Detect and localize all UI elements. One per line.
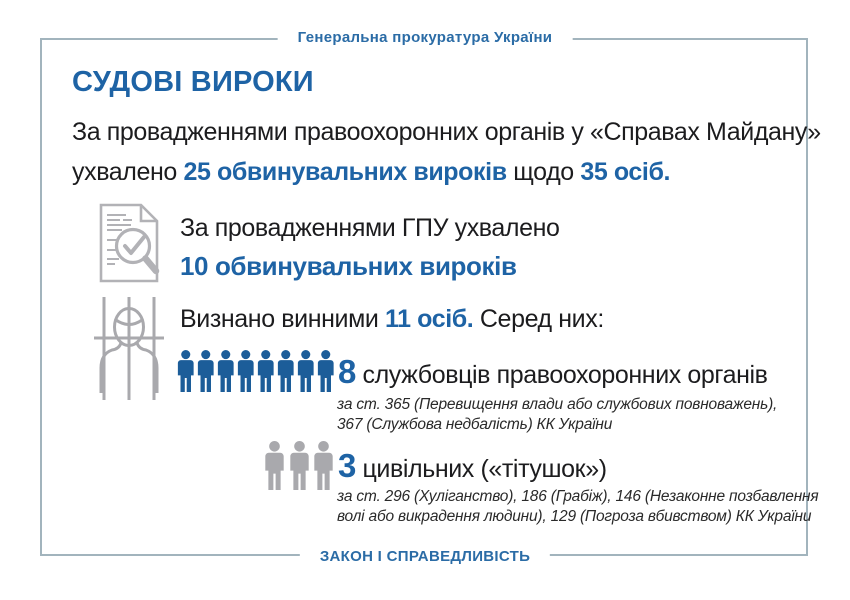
civilians-count: 3 <box>338 447 356 484</box>
person-icon <box>277 348 295 394</box>
person-icon <box>317 348 335 394</box>
officers-count: 8 <box>338 353 356 390</box>
gpu-block <box>180 209 560 285</box>
page-title: СУДОВІ ВИРОКИ <box>72 66 314 98</box>
civilians-legal-note: за ст. 296 (Хуліганство), 186 (Грабіж), 146 (Незаконне позбавлення волі або викрадення людини), 129 (Погроза вбивством) КК України <box>337 488 819 525</box>
gpu-verdicts-count: 10 обвинувальних вироків <box>180 251 517 281</box>
verdicts-count: 25 обвинувальних вироків <box>183 158 507 186</box>
person-icon <box>313 441 334 490</box>
persons-count: 35 осіб. <box>580 158 671 186</box>
guilty-line: Визнано винними 11 осіб. Серед них: <box>180 305 604 333</box>
header-organization-label: Генеральна прокуратура України <box>278 27 573 49</box>
person-icon <box>289 441 310 490</box>
person-icon <box>237 348 255 394</box>
person-icon <box>197 348 215 394</box>
document-magnifier-check-icon <box>86 201 170 290</box>
guilty-count: 11 осіб. <box>385 305 474 333</box>
gpu-line-1: За провадженнями ГПУ ухвалено <box>180 214 560 242</box>
intro-line-2: ухвалено 25 обвинувальних вироків щодо 35 осіб. <box>72 158 671 186</box>
intro-line-1: За провадженнями правоохоронних органів у «Справах Майдану» <box>72 118 821 146</box>
civilians-heading: 3 цивільних («тітушок») <box>338 447 607 484</box>
person-icon <box>177 348 195 394</box>
prisoner-behind-bars-icon <box>92 296 166 407</box>
officers-legal-note: за ст. 365 (Перевищення влади або службових повноважень), 367 (Службова недбалість) КК України <box>337 396 778 433</box>
person-icon <box>217 348 235 394</box>
footer-motto-label: ЗАКОН І СПРАВЕДЛИВІСТЬ <box>300 546 550 568</box>
person-icon <box>257 348 275 394</box>
intro-paragraph <box>72 112 821 192</box>
civilians-pictogram-row <box>176 441 334 490</box>
person-icon <box>264 441 285 490</box>
officers-heading: 8 службовців правоохоронних органів <box>338 353 768 390</box>
person-icon <box>297 348 315 394</box>
officers-pictogram-row <box>176 348 334 394</box>
